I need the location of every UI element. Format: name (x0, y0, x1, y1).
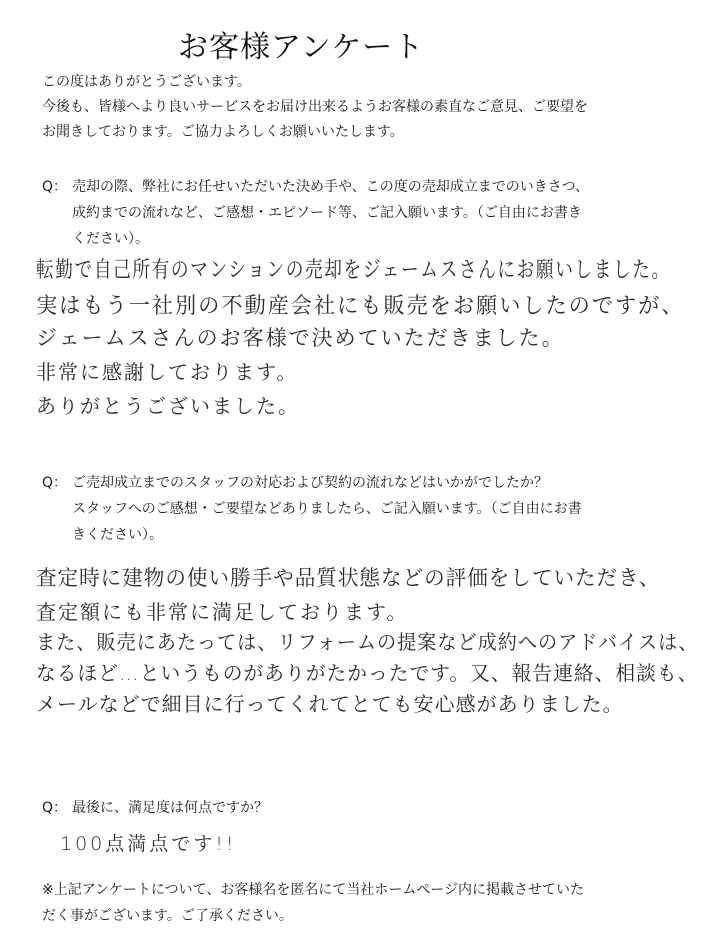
answer-1-line: 実はもう一社別の不動産会社にも販売をお願いしたのですが、 (36, 294, 685, 319)
footnote (42, 877, 682, 929)
question-1 (42, 174, 662, 252)
answer-2-line: また、販売にあたっては、リフォームの提案など成約へのアドバイスは、 (36, 630, 699, 654)
page-title: お客様アンケート (178, 30, 425, 65)
question-line: 最後に、満足度は何点ですか？ (72, 800, 268, 816)
question-prefix: Q： (42, 800, 68, 816)
footnote-line: ※上記アンケートについて、お客様名を匿名にて当社ホームページ内に掲載させていた (42, 882, 585, 898)
answer-1-line: 転勤で自己所有のマンションの売却をジェームスさんにお願いしました。 (36, 258, 671, 283)
answer-1-line: ありがとうございました。 (36, 394, 300, 418)
answer-2-line: なるほど…というものがありがたかったです。又、報告連絡、相談も、 (36, 661, 699, 685)
question-line: スタッフへのご感想・ご要望などありましたら、ご記入願います。（ご自由にお書 (72, 501, 582, 517)
answer-1-line: ジェームスさんのお客様で決めていただきました。 (36, 326, 565, 350)
footnote-line: だく事がございます。ご了承ください。 (42, 908, 293, 924)
question-line: きください）。 (72, 527, 163, 543)
question-line: 成約までの流れなど、ご感想・エピソード等、ご記入願います。（ご自由にお書き (72, 205, 582, 221)
question-prefix: Q： (42, 179, 68, 195)
question-prefix: Q： (42, 475, 68, 491)
answer-2-line: 査定額にも非常に満足しております。 (36, 600, 409, 624)
question-2 (42, 470, 662, 548)
intro-line: この度はありがとうございます。 (42, 74, 251, 90)
question-line: 売却の際、弊社にお任せいただいた決め手や、この度の売却成立までのいきさつ、 (72, 179, 590, 195)
answer-2-line: 査定時に建物の使い勝手や品質状態などの評価をしていただき、 (36, 566, 661, 590)
answer-2-line: メールなどで細目に行ってくれてとても安心感がありました。 (36, 692, 624, 716)
intro-text (42, 70, 682, 145)
intro-line: お聞きしております。ご協力よろしくお願いいたします。 (42, 124, 404, 140)
answer-3-line: 100点満点です!! (60, 833, 237, 855)
question-line: ください）。 (72, 231, 149, 247)
intro-line: 今後も、皆様へより良いサービスをお届け出来るようお客様の素直なご意見、ご要望を (42, 99, 588, 115)
answer-1-line: 非常に感謝しております。 (36, 360, 299, 384)
question-3 (42, 795, 662, 821)
question-line: ご売却成立までのスタッフの対応および契約の流れなどはいかがでしたか？ (72, 475, 548, 491)
